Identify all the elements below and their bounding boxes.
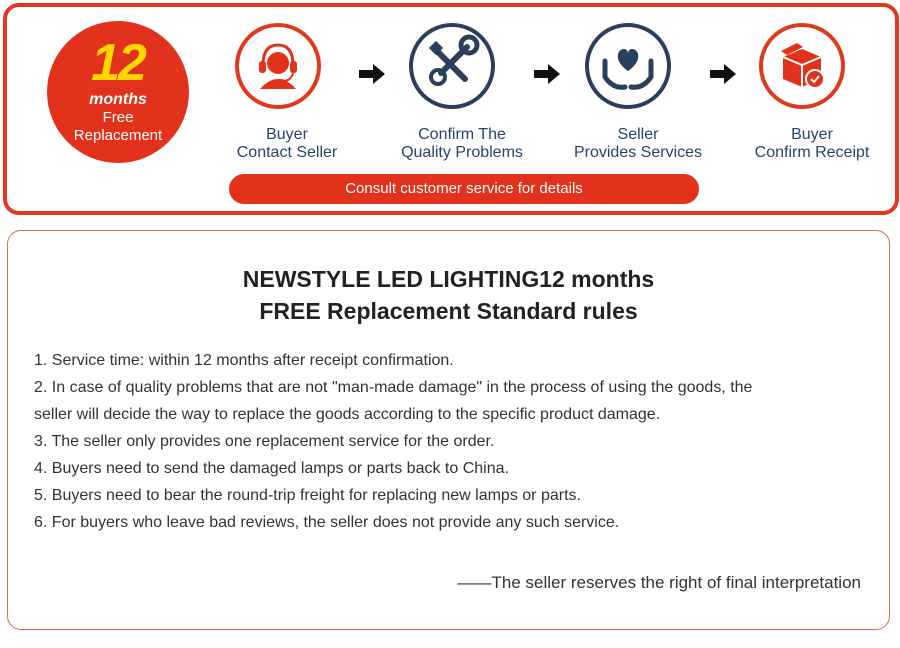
badge-number: 12 [91,34,145,92]
step-1-label [202,126,372,162]
rule-item: 5. Buyers need to bear the round-trip freight for replacing new lamps or parts. [34,487,581,504]
arrow-right-icon [359,63,385,85]
step-1-line-1: Buyer [266,126,308,143]
rule-item: 6. For buyers who leave bad reviews, the seller does not provide any such service. [34,514,620,531]
package-check-icon [759,23,845,109]
step-2-line-1: Confirm The [418,126,506,143]
rule-item: seller will decide the way to replace the goods according to the specific product damage. [34,406,661,423]
wrench-screwdriver-icon [409,23,495,109]
rules-list [34,347,874,536]
step-4-line-1: Buyer [791,126,833,143]
free-replacement-badge [47,21,189,163]
badge-line-2: Replacement [73,127,163,144]
badge-line-1: Free [102,109,134,126]
rule-item: 4. Buyers need to send the damaged lamps or parts back to China. [34,460,509,477]
step-4-label [727,126,897,162]
rules-title-line-2: FREE Replacement Standard rules [259,298,638,324]
rules-title-line-1: NEWSTYLE LED LIGHTING12 months [242,266,655,292]
step-2-label [377,126,547,162]
arrow-right-icon [710,63,736,85]
badge-unit: months [89,91,147,108]
headset-agent-icon [235,23,321,109]
step-2-line-2: Quality Problems [401,144,523,161]
rules-panel [7,230,890,630]
rule-item: 2. In case of quality problems that are not "man-made damage" in the process of using the goods, the [34,379,753,396]
heart-hands-icon [585,23,671,109]
step-3-line-2: Provides Services [573,144,703,161]
step-4-line-2: Confirm Receipt [754,144,870,161]
rules-title [8,263,889,327]
step-3-label [553,126,723,162]
step-1-line-2: Contact Seller [236,144,338,161]
step-3-line-1: Seller [617,126,659,143]
rule-item: 1. Service time: within 12 months after receipt confirmation. [34,352,454,369]
consult-customer-service-button[interactable]: Consult customer service for details [229,174,699,204]
process-banner [3,3,899,215]
arrow-right-icon [534,63,560,85]
rule-item: 3. The seller only provides one replacement service for the order. [34,433,495,450]
final-interpretation-note: ——The seller reserves the right of final interpretation [457,573,861,592]
